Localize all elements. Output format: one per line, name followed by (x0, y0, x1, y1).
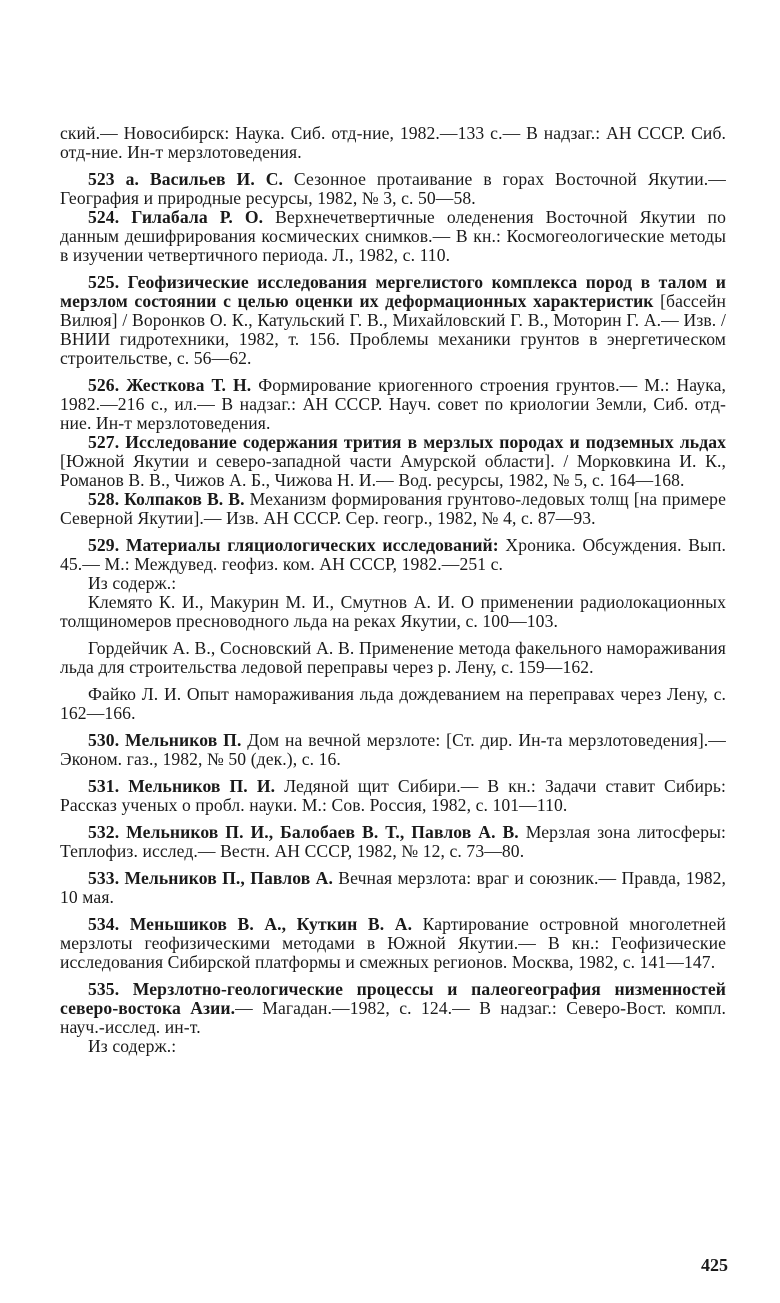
bib-entry-iz1 (60, 574, 726, 593)
entry-text: Сезонное протаивание в горах Восточной Якутии.— География и природные ресурсы, 1982, № 3, с. 50—58. (60, 169, 726, 208)
bib-entry-e527 (60, 433, 726, 490)
entry-lead: 532. Мельников П. И., Балобаев В. Т., Павлов А. В. (88, 822, 519, 842)
entry-lead: 528. Колпаков В. В. (88, 489, 245, 509)
bib-entry-s2 (60, 639, 726, 677)
entry-text: [Южной Якутии и северо-западной части Амурской области]. / Морковкина И. К., Романов В. В., Чижов А. Б., Чижова Н. И.— Вод. ресурсы, 1982, № 5, с. 164—168. (60, 451, 726, 490)
entry-lead: 534. Меньшиков В. А., Куткин В. А. (88, 914, 413, 934)
entry-text: Мерзлая зона литосферы: Теплофиз. исслед.— Вестн. АН СССР, 1982, № 12, с. 73—80. (60, 822, 726, 861)
bib-entry-iz2 (60, 1037, 726, 1056)
entry-text: Формирование криогенного строения грунтов.— М.: Наука, 1982.—216 с., ил.— В надзаг.: АН СССР. Науч. совет по криологии Земли, Сиб. отд-ние. Ин-т мерзлотоведения. (60, 375, 726, 433)
bib-entry-s3 (60, 685, 726, 723)
entry-lead: 527. Исследование содержания трития в мерзлых породах и подземных льдах (88, 432, 726, 452)
entry-text: Гордейчик А. В., Сосновский А. В. Применение метода факельного намораживания льда для строительства ледовой переправы через р. Лену, с. 159—162. (60, 638, 726, 677)
bib-entry-e528 (60, 490, 726, 528)
bib-entry-s1 (60, 593, 726, 631)
entry-lead: 533. Мельников П., Павлов А. (88, 868, 333, 888)
entry-lead: 525. Геофизические исследования мергелистого комплекса пород в талом и мерзлом состоянии с целью оценки их деформационных характеристик (60, 272, 726, 311)
bib-entry-e533 (60, 869, 726, 907)
bib-entry-e532 (60, 823, 726, 861)
bib-entry-e523a (60, 170, 726, 208)
entry-text: Верхнечетвертичные оледенения Восточной Якутии по данным дешифрирования космических снимков.— В кн.: Космогеологические методы в изучении четвертичного периода. Л., 1982, с. 110. (60, 207, 726, 265)
entry-text: Из содерж.: (88, 573, 177, 593)
bib-entry-e534 (60, 915, 726, 972)
entry-text: Картирование островной многолетней мерзлоты геофизическими методами в Южной Якутии.— В кн.: Геофизические исследования Сибирской платформы и смежных регионов. Москва, 1982, с. 141—147. (60, 914, 726, 972)
entry-text: Механизм формирования грунтово-ледовых толщ [на примере Северной Якутии].— Изв. АН СССР. Сер. геогр., 1982, № 4, с. 87—93. (60, 489, 726, 528)
entry-lead: 526. Жесткова Т. Н. (88, 375, 252, 395)
entry-lead: 529. Материалы гляциологических исследований: (88, 535, 499, 555)
entry-text: Хроника. Обсуждения. Вып. 45.— М.: Междувед. геофиз. ком. АН СССР, 1982.—251 с. (60, 535, 726, 574)
entry-text: Файко Л. И. Опыт намораживания льда дождеванием на переправах через Лену, с. 162—166. (60, 684, 726, 723)
bib-entry-e524 (60, 208, 726, 265)
entry-text: Клемято К. И., Макурин М. И., Смутнов А. И. О применении радиолокационных толщиномеров пресноводного льда на реках Якутии, с. 100—103. (60, 592, 726, 631)
entry-text: Вечная мерзлота: враг и союзник.— Правда, 1982, 10 мая. (60, 868, 727, 907)
bib-entry-e531 (60, 777, 726, 815)
page-number: 425 (701, 1255, 728, 1275)
entry-lead: 535. Мерзлотно-геологические процессы и палеогеография низменностей северо-востока Азии. (60, 979, 726, 1018)
entry-text: — Магадан.—1982, с. 124.— В надзаг.: Северо-Вост. компл. науч.-исслед. ин-т. (60, 998, 726, 1037)
bib-entry-e530 (60, 731, 726, 769)
entry-text: Дом на вечной мерзлоте: [Ст. дир. Ин-та мерзлотоведения].— Эконом. газ., 1982, № 50 (дек.), с. 16. (60, 730, 726, 769)
bib-entry-e535 (60, 980, 726, 1037)
bib-entry-e526 (60, 376, 726, 433)
entry-lead: 530. Мельников П. (88, 730, 242, 750)
entry-text: Ледяной щит Сибири.— В кн.: Задачи ставит Сибирь: Рассказ ученых о пробл. науки. М.: Сов. Россия, 1982, с. 101—110. (60, 776, 726, 815)
bib-entry-e525 (60, 273, 726, 368)
entry-text: ский.— Новосибирск: Наука. Сиб. отд-ние, 1982.—133 с.— В надзаг.: АН СССР. Сиб. отд-ние. Ин-т мерзлотоведения. (60, 123, 726, 162)
entry-lead: 523 а. Васильев И. С. (88, 169, 284, 189)
bib-entry-cont (60, 124, 726, 162)
entry-text: [бассейн Вилюя] / Воронков О. К., Катульский Г. В., Михайловский Г. В., Моторин Г. А.— Изв. / ВНИИ гидротехники, 1982, т. 156. Проблемы механики грунтов в энергетическом строительстве, с. 56—62. (60, 291, 726, 368)
entry-lead: 524. Гилабала Р. О. (88, 207, 264, 227)
entry-text: Из содерж.: (88, 1036, 177, 1056)
bibliography-column (60, 124, 726, 1056)
bib-entry-e529 (60, 536, 726, 574)
entry-lead: 531. Мельников П. И. (88, 776, 276, 796)
